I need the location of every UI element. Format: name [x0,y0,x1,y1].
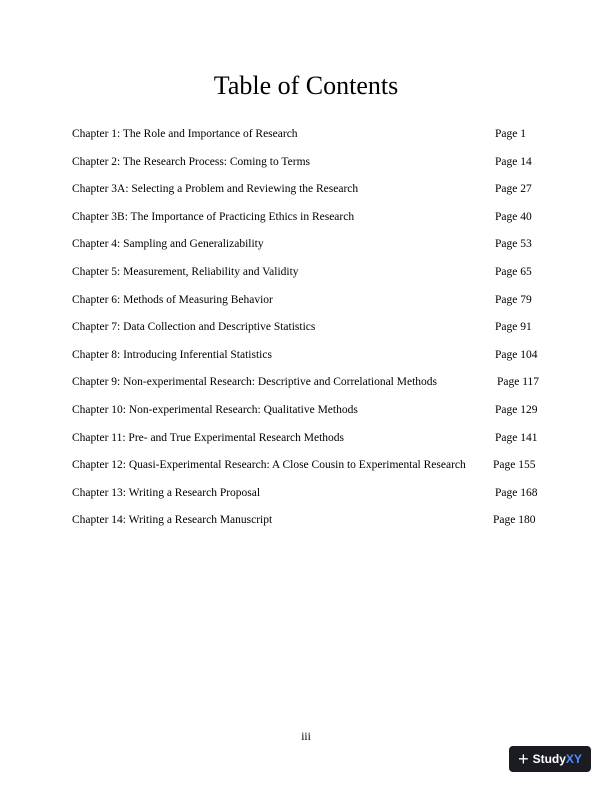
toc-entry [0,209,612,225]
toc-entry [0,347,612,363]
toc-entry-label: Chapter 8: Introducing Inferential Statistics [72,348,272,361]
toc-entry [0,236,612,252]
toc-entry-page: Page 168 [495,486,538,499]
toc-entry-page: Page 65 [495,266,532,278]
toc-entry [0,402,612,418]
toc-entry-label: Chapter 14: Writing a Research Manuscript [72,514,273,527]
plus-icon: + [518,749,529,769]
toc-entry-label: Chapter 12: Quasi-Experimental Research: A Close Cousin to Experimental Research [72,459,466,472]
page-title: Table of Contents [213,71,399,100]
toc-entry-page: Page 91 [495,321,532,334]
toc-entry-page: Page 27 [495,183,532,196]
toc-entry [0,485,612,501]
toc-entry-page: Page 40 [495,210,532,223]
toc-entry-label: Chapter 1: The Role and Importance of Research [72,128,298,140]
toc-entry [0,181,612,197]
toc-entry-label: Chapter 11: Pre- and True Experimental Research Methods [72,431,344,444]
toc-entry-label: Chapter 9: Non-experimental Research: Descriptive and Correlational Methods [72,376,438,389]
toc-entry [0,292,612,308]
toc-entry-label: Chapter 3A: Selecting a Problem and Reviewing the Research [72,183,359,196]
toc-entry-page: Page 14 [495,155,532,168]
toc-entry-page: Page 129 [495,404,538,416]
toc-entry-page: Page 1 [495,128,526,140]
toc-entry [0,430,612,446]
toc-entry-page: Page 155 [493,459,536,472]
toc-entry [0,154,612,170]
toc-entry-page: Page 117 [497,376,540,389]
page-number: iii [301,731,311,743]
toc-entry [0,512,612,528]
toc-entry [0,264,612,280]
toc-entry-page: Page 79 [495,293,532,306]
brand-text-study: Study [532,752,566,766]
toc-entry-page: Page 53 [495,238,532,251]
toc-entry-label: Chapter 6: Methods of Measuring Behavior [72,293,273,306]
toc-entry-label: Chapter 13: Writing a Research Proposal [72,486,261,499]
toc-entry [0,126,612,142]
toc-entry-page: Page 104 [495,348,538,361]
toc-entry-label: Chapter 10: Non-experimental Research: Qualitative Methods [72,404,358,416]
toc-entry [0,457,612,473]
studyxy-logo[interactable] [509,746,591,772]
brand-text-xy: XY [565,752,582,766]
toc-entry [0,374,612,390]
toc-entry [0,319,612,335]
toc-entry-page: Page 180 [493,514,536,527]
toc-entry-label: Chapter 5: Measurement, Reliability and Validity [72,266,299,278]
toc-entry-label: Chapter 7: Data Collection and Descriptive Statistics [72,321,316,334]
toc-entry-page: Page 141 [495,431,538,444]
toc-entry-label: Chapter 2: The Research Process: Coming to Terms [72,155,310,168]
toc-entry-label: Chapter 3B: The Importance of Practicing Ethics in Research [72,210,355,223]
toc-entry-label: Chapter 4: Sampling and Generalizability [72,238,264,251]
